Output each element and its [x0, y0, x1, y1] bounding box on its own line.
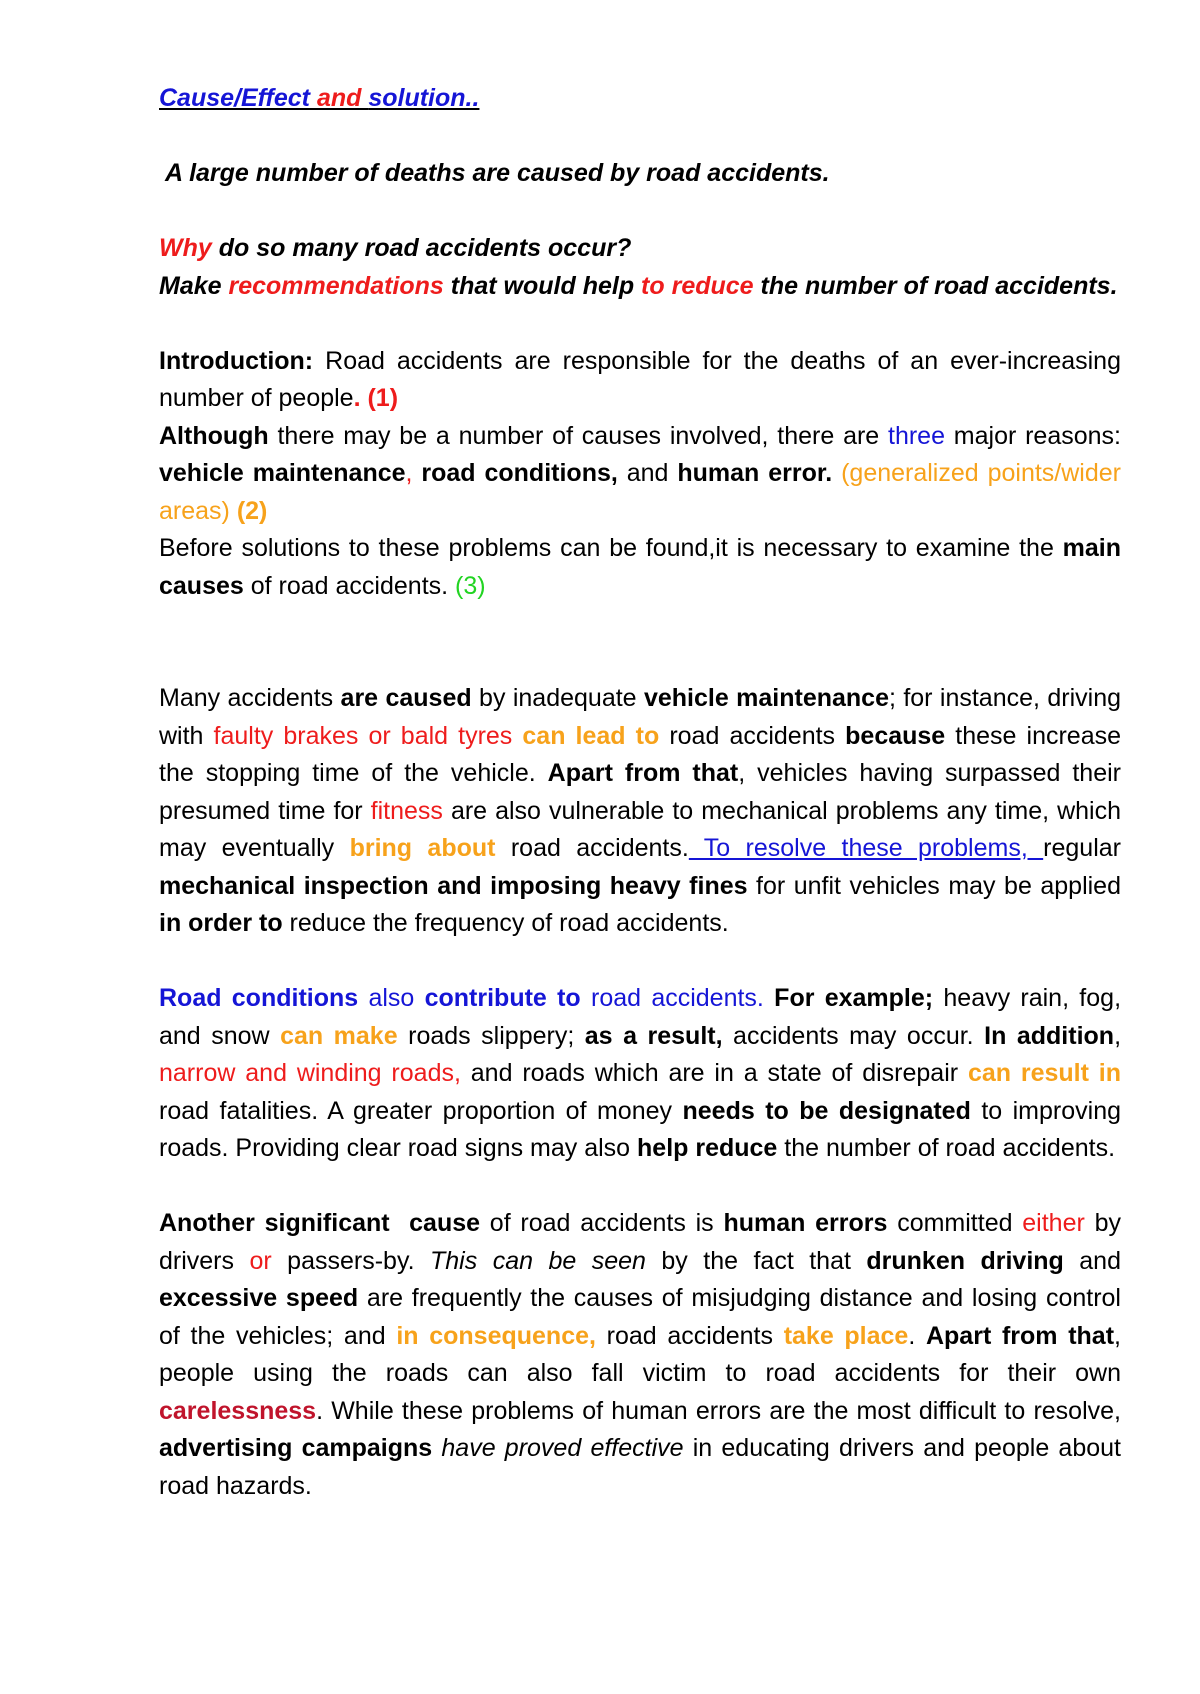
- p1-text-1: Many accidents: [159, 684, 341, 712]
- mechanical-inspection-phrase: mechanical inspection and imposing heavy fines: [159, 871, 748, 900]
- p3-text-11: . While these problems of human errors are the most difficult to resolve,: [316, 1396, 1121, 1425]
- p1-text-5: these increase the stopping time of the vehicle.: [159, 721, 1122, 787]
- intro-text-3: major reasons:: [944, 421, 1121, 450]
- or-word: or: [249, 1246, 272, 1275]
- spacer: [159, 1168, 1121, 1206]
- prompt-task: [159, 268, 1121, 306]
- document-title: [159, 80, 1121, 118]
- human-error-paragraph: [159, 1205, 1121, 1505]
- either-word: either: [1022, 1209, 1085, 1237]
- intro-text-4: Before solutions to these problems can be found,it is necessary to examine the: [159, 534, 1063, 562]
- spacer: [159, 118, 1121, 156]
- apart-from-that-phrase-2: Apart from that: [925, 1321, 1115, 1350]
- in-order-to-phrase: in order to: [159, 909, 283, 937]
- are-caused-phrase: are caused: [340, 684, 472, 712]
- p2-also: also: [358, 984, 425, 1012]
- p3-text-4: passers-by.: [271, 1246, 430, 1275]
- p3-text-13: in educating drivers and people about road hazards.: [159, 1434, 1121, 1500]
- p1-text-2: by inadequate: [471, 684, 644, 712]
- document-page: [159, 80, 1121, 1505]
- p3-text-6: and: [1063, 1246, 1121, 1275]
- why-rest: do so many road accidents occur?: [211, 234, 632, 262]
- p3-text-2: committed: [887, 1209, 1023, 1237]
- human-errors-phrase: human errors: [723, 1209, 888, 1237]
- p1-text-4: road accidents: [659, 721, 846, 750]
- prompt-question: [159, 230, 1121, 268]
- human-error-term: human error.: [677, 459, 833, 487]
- spacer: [159, 193, 1121, 231]
- p2-text-6: road fatalities. A greater proportion of money: [159, 1096, 683, 1125]
- contribute-to-phrase: contribute to: [424, 984, 581, 1012]
- p2-text-2: roads slippery;: [397, 1021, 585, 1050]
- p3-text-5: by the fact that: [645, 1246, 867, 1275]
- vehicle-maintenance-phrase: vehicle maintenance: [643, 684, 889, 712]
- spacer: [159, 605, 1121, 680]
- apart-from-that-phrase: Apart from that: [547, 759, 739, 787]
- p1-text-7: are also vulnerable to mechanical problems any time, which may eventually: [159, 796, 1121, 862]
- p2-text-7: to improving roads. Providing clear road signs may also: [159, 1096, 1121, 1162]
- in-consequence-phrase: in consequence,: [396, 1321, 596, 1350]
- that-text: that would help: [443, 271, 642, 300]
- p1-text-6: , vehicles having surpassed their presumed time for: [159, 759, 1121, 825]
- have-proved-effective-phrase: have proved effective: [441, 1434, 684, 1462]
- intro-comma: ,: [405, 459, 413, 487]
- p3-text-9: .: [908, 1321, 926, 1350]
- p3-text-3: by drivers: [159, 1209, 1121, 1275]
- title-cause-effect: Cause/Effect: [159, 84, 310, 112]
- main-causes-term: main causes: [159, 534, 1121, 600]
- help-reduce-phrase: help reduce: [637, 1134, 778, 1162]
- prompt-statement: A large number of deaths are caused by road accidents.: [165, 159, 830, 187]
- advertising-campaigns-phrase: advertising campaigns: [159, 1434, 433, 1462]
- another-cause-phrase: Another significant cause: [159, 1209, 481, 1237]
- p1-text-3: ; for instance, driving with: [159, 684, 1121, 750]
- p1-text-9: regular: [1043, 834, 1121, 862]
- introduction-paragraph: [159, 343, 1121, 606]
- p2-text-5: and roads which are in a state of disrepair: [460, 1059, 968, 1087]
- road-conditions-paragraph: [159, 980, 1121, 1168]
- intro-text-2: there may be a number of causes involved, there are: [268, 421, 888, 450]
- although-word: Although: [159, 421, 269, 450]
- spacer: [159, 943, 1121, 981]
- marker-2: (2): [236, 496, 268, 525]
- excessive-speed-phrase: excessive speed: [159, 1284, 359, 1312]
- p2-text-8: the number of road accidents.: [777, 1134, 1116, 1162]
- can-result-in-phrase: can result in: [967, 1059, 1121, 1087]
- p3-text-12: [432, 1434, 441, 1462]
- drunken-driving-phrase: drunken driving: [866, 1246, 1064, 1275]
- narrow-roads-phrase: narrow and winding roads,: [159, 1059, 461, 1087]
- p1-text-11: reduce the frequency of road accidents.: [282, 909, 729, 937]
- p3-text-8: road accidents: [595, 1321, 784, 1350]
- recommendations-word: recommendations: [228, 271, 444, 300]
- task-rest: the number of road accidents.: [753, 271, 1118, 300]
- can-lead-to-phrase: can lead to: [522, 721, 660, 750]
- needs-designated-phrase: needs to be designated: [682, 1096, 971, 1125]
- make-word: Make: [159, 271, 229, 300]
- to-reduce-word: to reduce: [641, 271, 754, 300]
- p2-text-1: heavy rain, fog, and snow: [159, 984, 1122, 1050]
- p2-space: [764, 984, 774, 1012]
- p2-text-4: ,: [1114, 1021, 1122, 1050]
- to-resolve-phrase: To resolve these problems,: [688, 834, 1044, 862]
- title-and: and: [310, 84, 369, 112]
- for-example-phrase: For example;: [774, 984, 934, 1012]
- p3-text-10: , people using the roads can also fall victim to road accidents for their own: [159, 1321, 1121, 1387]
- vehicle-maintenance-term: vehicle maintenance: [159, 459, 406, 487]
- take-place-phrase: take place: [783, 1321, 909, 1350]
- road-conditions-term: road conditions,: [412, 459, 618, 487]
- this-can-be-seen-phrase: This can be seen: [430, 1246, 646, 1275]
- introduction-label: Introduction:: [159, 346, 314, 375]
- because-word: because: [845, 721, 946, 750]
- fitness-word: fitness: [370, 796, 443, 825]
- marker-1: . (1): [353, 384, 399, 412]
- p3-text-7: are frequently the causes of misjudging distance and losing control of the vehicles; and: [159, 1284, 1121, 1350]
- can-make-phrase: can make: [280, 1021, 398, 1050]
- p3-text-1: of road accidents is: [480, 1209, 724, 1237]
- carelessness-word: carelessness: [159, 1396, 317, 1425]
- bring-about-phrase: bring about: [349, 834, 496, 862]
- intro-text-1: Road accidents are responsible for the deaths of an ever-increasing number of people: [159, 346, 1121, 412]
- road-conditions-phrase: Road conditions: [159, 984, 359, 1012]
- intro-text-5: of road accidents.: [243, 571, 456, 600]
- p1-text-8: road accidents.: [495, 834, 689, 862]
- intro-and: and: [617, 459, 678, 487]
- generalized-note: (generalized points/wider areas): [159, 459, 1121, 525]
- in-addition-phrase: In addition: [984, 1021, 1115, 1050]
- title-solution: solution..: [368, 84, 480, 112]
- p2-text-3: accidents may occur.: [722, 1021, 985, 1050]
- p1-text-10: for unfit vehicles may be applied: [747, 871, 1121, 900]
- three-word: three: [888, 421, 945, 450]
- spacer: [159, 305, 1121, 343]
- p2-road-accidents: road accidents.: [580, 984, 764, 1012]
- vehicle-maintenance-paragraph: [159, 680, 1121, 943]
- faulty-brakes-phrase: faulty brakes or bald tyres: [213, 721, 523, 750]
- marker-3: (3): [455, 571, 486, 600]
- why-word: Why: [159, 234, 212, 262]
- as-a-result-phrase: as a result,: [584, 1021, 723, 1050]
